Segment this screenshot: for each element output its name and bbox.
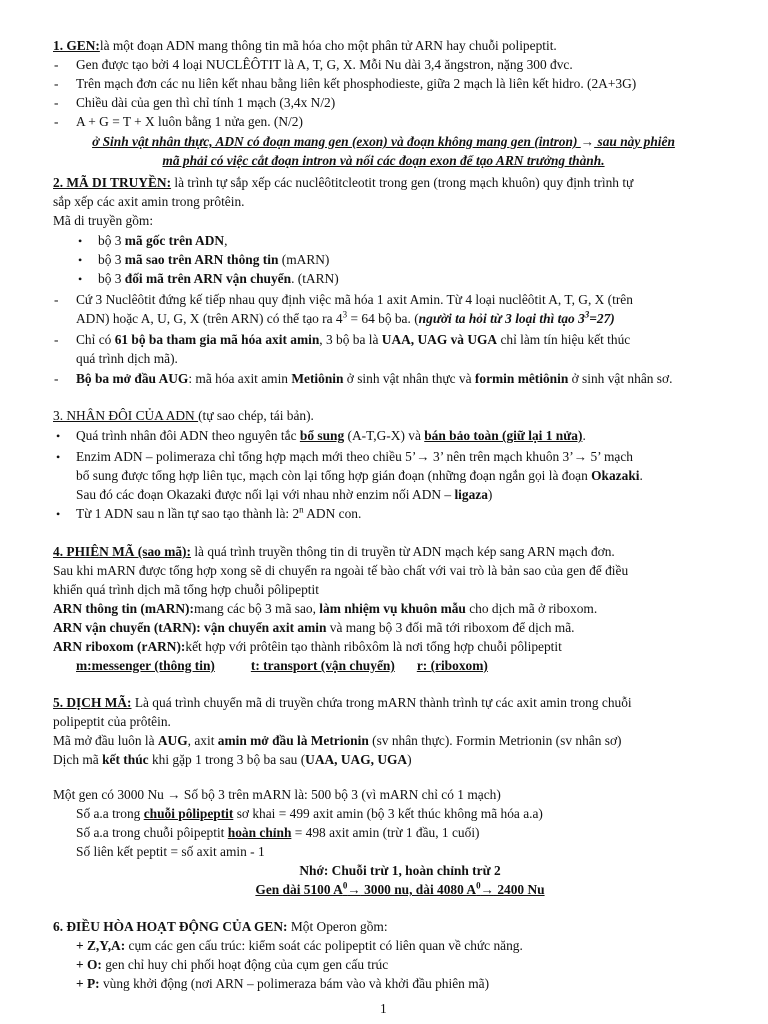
regulation-zya-label: + Z,Y,A: — [76, 938, 126, 953]
replication-b2-ligaza: ligaza — [454, 487, 488, 502]
regulation-p — [76, 975, 489, 993]
regulation-o-text: gen chỉ huy chi phối hoạt động của cụm gen cấu trúc — [101, 957, 389, 972]
dash-marker: - — [54, 292, 59, 307]
replication-b3-a: Từ 1 ADN sau n lần tự sao tạo thành là: 2 — [76, 506, 300, 521]
code-dash-2-c: , 3 bộ ba là — [319, 332, 382, 347]
section-regulation-title-line — [53, 918, 388, 936]
calc-b: Số bộ 3 trên mARN là: 500 bộ 3 (vì mARN chỉ có 1 mạch) — [180, 787, 501, 802]
replication-b1-e: . — [582, 428, 586, 443]
bullet-marker: • — [78, 253, 83, 267]
translation-end-d: UAA, UAG, UGA — [305, 752, 408, 767]
arrow-icon: → — [480, 882, 494, 897]
rrna-label: ARN riboxom (rARN): — [53, 639, 186, 654]
code-dash-1-italic: người ta hỏi từ 3 loại thì tạo 3 — [418, 311, 585, 326]
mrna-label: ARN thông tin (mARN): — [53, 601, 194, 616]
section-transcription-heading: 4. PHIÊN MÃ (sao mã): — [53, 544, 191, 559]
section-transcription-intro: là quá trình truyền thông tin di truyền từ ADN mạch kép sang ARN mạch đơn. — [190, 544, 615, 559]
replication-bullet-3 — [76, 505, 361, 523]
section-translation-intro: Là quá trình chuyển mã di truyền chứa trong mARN thành trình tự các axit amin trong chuỗi — [131, 695, 632, 710]
translation-calc-1 — [76, 805, 543, 823]
code-bullet-1 — [98, 232, 227, 250]
regulation-o-label: + O: — [76, 957, 102, 972]
translation-start-d: amin mở đầu là Metrionin — [217, 733, 369, 748]
transcription-trna — [53, 619, 575, 637]
translation-start-a: Mã mở đầu luôn là — [53, 733, 158, 748]
replication-bullet-1 — [76, 427, 586, 445]
bullet-marker: • — [78, 234, 83, 248]
trna-label: ARN vận chuyển (tARN): — [53, 620, 201, 635]
mrna-end: cho dịch mã ở riboxom. — [465, 601, 598, 616]
note-2-b: 3000 nu, dài 4080 A — [360, 882, 477, 897]
regulation-zya — [76, 937, 523, 955]
arrow-icon: → — [416, 449, 430, 464]
code-dash-1-line-1: Cứ 3 Nuclêôtit đứng kế tiếp nhau quy định việc mã hóa 1 axit Amin. Từ 4 loại nuclêôtit A, T, G, X (trên — [76, 292, 633, 307]
trna-bold: vận chuyển axit amin — [200, 620, 327, 635]
translation-start-c: , axit — [187, 733, 218, 748]
regulation-p-text: vùng khởi động (nơi ARN – polimeraza bám vào và khởi đầu phiên mã) — [99, 976, 490, 991]
gen-item-1: Gen được tạo bởi 4 loại NUCLÊÔTIT là A, T, G, X. Mỗi Nu dài 3,4 ăngstron, nặng 300 đvc. — [76, 57, 573, 72]
translation-end-c: khi gặp 1 trong 3 bộ ba sau ( — [148, 752, 306, 767]
code-dash-1-line-2 — [76, 310, 615, 328]
replication-b1-c: (A-T,G-X) và — [344, 428, 425, 443]
code-bullet-3-post: . (tARN) — [291, 271, 339, 286]
section-translation-heading: 5. DỊCH MÃ: — [53, 695, 132, 710]
note-2-sup-2: 0 — [476, 880, 481, 891]
code-dash-3-e: formin mêtiônin — [474, 371, 569, 386]
replication-b1-d: bán bảo toàn (giữ lại 1 nửa) — [424, 428, 583, 443]
transcription-legend — [76, 657, 488, 675]
dash-marker: - — [54, 371, 59, 386]
bullet-marker: • — [56, 429, 61, 443]
calc-1-c: sơ khai = 499 axit amin (bộ 3 kết thúc không mã hóa a.a) — [233, 806, 543, 821]
calc-2-c: = 498 axit amin (trừ 1 đầu, 1 cuối) — [291, 825, 480, 840]
code-bullet-2-bold: mã sao trên ARN thông tin — [124, 252, 279, 267]
code-dash-1-text-b: = 64 bộ ba. ( — [347, 311, 419, 326]
calc-1-b: chuỗi pôlipeptit — [143, 806, 234, 821]
section-replication-title-line — [53, 407, 314, 425]
transcription-p1: Sau khi mARN được tổng hợp xong sẽ di chuyển ra ngoài tế bào chất với vai trò là bản sao của gen để điều — [53, 563, 629, 578]
gen-item-3: Chiều dài của gen thì chỉ tính 1 mạch (3,4x N/2) — [76, 95, 336, 110]
gen-note-text: ở Sinh vật nhân thực, ADN có đoạn mang gen (exon) và đoạn không mang gen (intron) — [92, 134, 581, 149]
code-dash-2-b: 61 bộ ba tham gia mã hóa axit amin — [114, 332, 320, 347]
replication-bullet-2-line-2 — [76, 467, 643, 485]
bullet-marker: • — [56, 450, 61, 464]
section-gen-heading: 1. GEN: — [53, 38, 100, 53]
transcription-rrna — [53, 638, 562, 656]
translation-note-2 — [150, 881, 650, 899]
replication-b2-c: 5’ mạch — [587, 449, 633, 464]
bullet-marker: • — [56, 507, 61, 521]
translation-end-a: Dịch mã — [53, 752, 103, 767]
code-dash-3 — [76, 370, 672, 388]
section-code-intro: là trình tự sắp xếp các nuclêôtitcleotit trong gen (trong mạch khuôn) quy định trình tự — [171, 175, 634, 190]
code-bullet-2-post: (mARN) — [278, 252, 330, 267]
note-2-a: Gen dài 5100 A — [255, 882, 343, 897]
code-dash-1-sup: 3 — [342, 309, 348, 320]
replication-b2-okazaki: Okazaki — [591, 468, 640, 483]
replication-b1-b: bổ sung — [299, 428, 345, 443]
translation-calc-3: Số liên kết peptit = số axit amin - 1 — [76, 844, 265, 859]
translation-start-b: AUG — [157, 733, 188, 748]
translation-calc-2 — [76, 824, 480, 842]
code-bullet-1-post: , — [224, 233, 228, 248]
code-includes-label: Mã di truyền gồm: — [53, 213, 154, 228]
code-dash-2-d: UAA, UAG và UGA — [381, 332, 498, 347]
calc-a: Một gen có 3000 Nu — [53, 787, 168, 802]
rrna-text: kết hợp với prôtêin tạo thành ribôxôm là nơi tổng hợp chuỗi pôlipeptit — [185, 639, 562, 654]
note-2-sup-1: 0 — [342, 880, 348, 891]
translation-start-e: (sv nhân thực). Formin Metrionin (sv nhân sơ) — [368, 733, 622, 748]
section-transcription-title-line — [53, 543, 615, 561]
translation-start — [53, 732, 622, 750]
code-dash-2-a: Chỉ có — [76, 332, 115, 347]
code-bullet-1-bold: mã gốc trên ADN — [124, 233, 225, 248]
code-dash-1-italic-b: =27) — [589, 311, 615, 326]
code-bullet-2 — [98, 251, 329, 269]
code-bullet-3-pre: bộ 3 — [98, 271, 125, 286]
section-replication-note: (tự sao chép, tái bản). — [198, 408, 314, 423]
replication-b1-a: Quá trình nhân đôi ADN theo nguyên tắc — [76, 428, 300, 443]
code-bullet-2-pre: bộ 3 — [98, 252, 125, 267]
note-2-text — [255, 882, 544, 897]
mrna-text: mang các bộ 3 mã sao, — [193, 601, 320, 616]
gen-note-line-2 — [53, 152, 714, 170]
code-dash-2-e: chỉ làm tín hiệu kết thúc — [497, 332, 631, 347]
translation-note-1 — [150, 862, 650, 880]
code-bullet-1-pre: bộ 3 — [98, 233, 125, 248]
note-1-text: Nhớ: Chuỗi trừ 1, hoàn chỉnh trừ 2 — [299, 863, 501, 878]
code-dash-3-b: : mã hóa axit amin — [188, 371, 292, 386]
code-dash-3-d: ở sinh vật nhân thực và — [343, 371, 475, 386]
section-code-heading: 2. MÃ DI TRUYỀN: — [53, 175, 172, 190]
section-regulation-intro: Một Operon gồm: — [287, 919, 388, 934]
dash-marker: - — [54, 76, 59, 91]
replication-b2-a: Enzim ADN – polimeraza chỉ tổng hợp mạch mới theo chiều 5’ — [76, 449, 417, 464]
gen-note-text-2: mã phải có việc cắt đoạn intron và nối các đoạn exon để tạo ARN trưởng thành. — [162, 153, 605, 168]
legend-riboxom: r: (riboxom) — [416, 658, 488, 673]
section-gen-intro: là một đoạn ADN mang thông tin mã hóa cho một phân tử ARN hay chuỗi polipeptit. — [99, 38, 557, 53]
translation-end — [53, 751, 412, 769]
code-dash-3-c: Metiônin — [291, 371, 344, 386]
replication-bullet-2-line-3 — [76, 486, 492, 504]
mrna-bold: làm nhiệm vụ khuôn mẫu — [319, 601, 466, 616]
replication-b2-l2: bổ sung được tổng hợp liên tục, mạch còn lại tổng hợp gián đoạn (những đoạn ngắn gọi là đoạn — [76, 468, 592, 483]
dash-marker: - — [54, 57, 59, 72]
section-translation-title-line — [53, 694, 632, 712]
regulation-zya-text: cụm các gen cấu trúc: kiểm soát các polipeptit có liên quan về chức năng. — [125, 938, 523, 953]
translation-intro-2: polipeptit của prôtêin. — [53, 714, 171, 729]
regulation-o — [76, 956, 388, 974]
replication-b2-l3: Sau đó các đoạn Okazaki được nối lại với nhau nhờ enzim nối ADN – — [76, 487, 455, 502]
arrow-icon: → — [580, 134, 595, 149]
dash-marker: - — [54, 114, 59, 129]
regulation-p-label: + P: — [76, 976, 100, 991]
legend-transport-wrap — [245, 658, 395, 673]
calc-2-a: Số a.a trong chuỗi pôipeptit — [76, 825, 228, 840]
code-dash-1-sup-2: 3 — [584, 309, 590, 320]
replication-b2-b: 3’ nên trên mạch khuôn 3’ — [429, 449, 574, 464]
note-2-c: 2400 Nu — [493, 882, 545, 897]
code-dash-2-line-1 — [76, 331, 630, 349]
code-bullet-3 — [98, 270, 339, 288]
code-dash-3-f: ở sinh vật nhân sơ. — [568, 371, 673, 386]
code-bullet-3-bold: đối mã trên ARN vận chuyển — [124, 271, 292, 286]
page-number: 1 — [380, 1001, 387, 1016]
gen-item-2: Trên mạch đơn các nu liên kết nhau bằng liên kết phosphodieste, giữa 2 mạch là liên kết hidro. (2A+3G) — [76, 76, 637, 91]
dash-marker: - — [54, 332, 59, 347]
calc-2-b: hoàn chỉnh — [227, 825, 292, 840]
gen-note-line-1 — [53, 133, 714, 151]
transcription-p2: khiển quá trình dịch mã tổng hợp chuỗi pôlipeptit — [53, 582, 319, 597]
trna-text: và mang bộ 3 đối mã tới riboxom để dịch mã. — [326, 620, 575, 635]
translation-end-b: kết thúc — [102, 752, 149, 767]
arrow-icon: → — [167, 787, 181, 802]
gen-note-text-cont: sau này phiên — [594, 134, 675, 149]
replication-b2-l3-end: ) — [487, 487, 493, 502]
replication-b3-b: ADN con. — [303, 506, 362, 521]
section-regulation-heading: 6. ĐIỀU HÒA HOẠT ĐỘNG CỦA GEN: — [53, 919, 288, 934]
legend-transport: t: transport (vận chuyển) — [250, 658, 395, 673]
replication-b2-l2-end: . — [639, 468, 643, 483]
code-intro-line-2: sắp xếp các axit amin trong prôtêin. — [53, 194, 245, 209]
arrow-icon: → — [347, 882, 361, 897]
code-dash-3-a: Bộ ba mở đầu AUG — [76, 371, 189, 386]
section-gen-title-line — [53, 37, 557, 55]
code-dash-2-line-2: quá trình dịch mã). — [76, 351, 178, 366]
replication-b3-sup: n — [299, 504, 304, 515]
translation-end-e: ) — [407, 752, 412, 767]
calc-1-a: Số a.a trong — [76, 806, 144, 821]
section-replication-heading: 3. NHÂN ĐÔI CỦA ADN — [53, 408, 199, 423]
replication-bullet-2-line-1 — [76, 448, 633, 466]
translation-calc — [53, 786, 501, 804]
gen-item-4: A + G = T + X luôn bằng 1 nửa gen. (N/2) — [76, 114, 303, 129]
transcription-mrna — [53, 600, 597, 618]
bullet-marker: • — [78, 272, 83, 286]
arrow-icon: → — [573, 449, 588, 464]
legend-messenger: m:messenger (thông tin) — [76, 658, 215, 673]
dash-marker: - — [54, 95, 59, 110]
code-dash-1-text: ADN) hoặc A, U, G, X (trên ARN) có thể tạo ra 4 — [76, 311, 343, 326]
section-code-title-line — [53, 174, 633, 192]
